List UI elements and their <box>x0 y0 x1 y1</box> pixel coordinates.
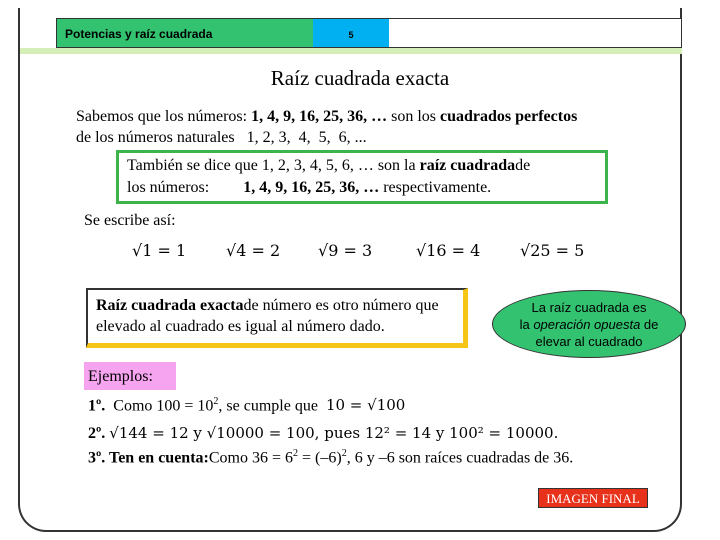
definition-text: de número es otro número que elevado al cuadrado es igual al número dado. <box>96 297 439 335</box>
example-1-label: 1º. <box>88 397 106 415</box>
root-example-5: √25 = 5 <box>520 241 585 260</box>
definition-box <box>86 288 468 348</box>
intro-text-1: Sabemos que los números: <box>76 108 252 125</box>
example-3-exponent-1: 2 <box>293 448 298 459</box>
topic-title: Potencias y raíz cuadrada <box>57 19 313 47</box>
ellipse-opposite-op: operación opuesta <box>533 317 641 332</box>
example-3-text-3: , 6 y –6 son raíces cuadradas de 36. <box>346 449 574 467</box>
example-3 <box>88 448 573 467</box>
header-underline <box>20 48 682 54</box>
intro-squares-list: 1, 4, 9, 16, 25, 36, … <box>251 108 388 125</box>
definition-term: Raíz cuadrada exacta <box>96 297 244 314</box>
example-1-text: Como 100 = 10 <box>105 397 214 415</box>
note-numbers-list: 1, 4, 9, 16, 25, 36, … <box>243 179 380 196</box>
example-1 <box>88 396 405 415</box>
example-1-formula: 10 = √100 <box>325 396 406 415</box>
root-example-4: √16 = 4 <box>416 241 481 260</box>
example-2 <box>88 424 558 443</box>
intro-paragraph <box>76 106 577 148</box>
example-1-text-2: , se cumple que <box>218 397 318 415</box>
examples-label: Ejemplos: <box>84 362 176 390</box>
ellipse-line-3: elevar al cuadrado <box>535 334 643 349</box>
page-number: 5 <box>313 19 389 47</box>
se-escribe-label: Se escribe así: <box>84 212 176 229</box>
root-example-2: √4 = 2 <box>226 241 281 260</box>
note-text-4: respectivamente. <box>379 179 492 196</box>
example-3-text-2: = (–6) <box>298 449 342 467</box>
header-bar <box>56 18 682 48</box>
example-2-formula: √144 = 12 y √10000 = 100, pues 12² = 14 y 100² = 10000. <box>109 424 559 442</box>
root-example-1: √1 = 1 <box>132 241 187 260</box>
note-text-2: de <box>515 157 531 174</box>
example-3-label: 3º. <box>88 449 106 467</box>
example-3-exponent-2: 2 <box>341 448 347 459</box>
ellipse-line-1: La raíz cuadrada es <box>531 300 647 315</box>
page-title: Raíz cuadrada exacta <box>270 66 450 90</box>
example-3-bold: Ten en cuenta: <box>105 449 209 467</box>
note-text-3: los números: <box>127 179 210 196</box>
example-1-exponent: 2 <box>213 396 219 407</box>
example-2-label: 2º. <box>88 425 106 442</box>
intro-text-2: son los <box>387 108 440 125</box>
intro-text-3: de los números naturales 1, 2, 3, 4, 5, 6, ... <box>76 129 367 146</box>
square-root-note-box <box>116 150 608 204</box>
intro-perfect-squares: cuadrados perfectos <box>440 108 578 125</box>
ellipse-line-2 <box>493 316 685 333</box>
ellipse-line-2a: la <box>519 317 534 332</box>
example-3-text: Como 36 = 6 <box>208 449 293 467</box>
ellipse-line-2c: de <box>640 317 659 332</box>
note-root-term: raíz cuadrada <box>419 157 516 174</box>
note-text-1: También se dice que 1, 2, 3, 4, 5, 6, … son la <box>127 157 420 174</box>
final-image-button[interactable]: IMAGEN FINAL <box>538 488 648 508</box>
inverse-operation-ellipse <box>492 290 686 358</box>
root-example-3: √9 = 3 <box>318 241 373 260</box>
